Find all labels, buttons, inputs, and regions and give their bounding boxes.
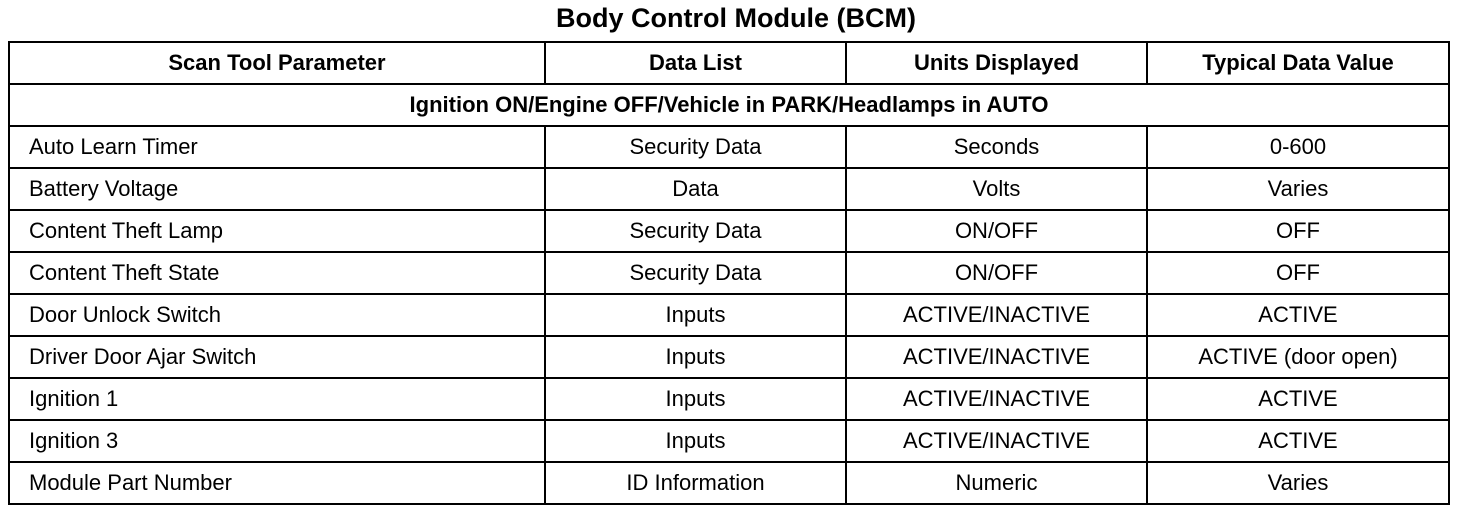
typical-value-cell: ACTIVE (door open) xyxy=(1147,336,1449,378)
parameter-cell: Module Part Number xyxy=(9,462,545,504)
typical-value-cell: Varies xyxy=(1147,168,1449,210)
parameter-cell: Ignition 1 xyxy=(9,378,545,420)
parameter-cell: Driver Door Ajar Switch xyxy=(9,336,545,378)
typical-value-cell: Varies xyxy=(1147,462,1449,504)
data-list-cell: Inputs xyxy=(545,420,846,462)
header-scan-tool-parameter: Scan Tool Parameter xyxy=(9,42,545,84)
header-typical-data-value: Typical Data Value xyxy=(1147,42,1449,84)
units-cell: ACTIVE/INACTIVE xyxy=(846,336,1147,378)
units-cell: ACTIVE/INACTIVE xyxy=(846,420,1147,462)
table-row xyxy=(9,126,1449,168)
condition-row xyxy=(9,84,1449,126)
typical-value-cell: ACTIVE xyxy=(1147,420,1449,462)
data-list-cell: Data xyxy=(545,168,846,210)
header-data-list: Data List xyxy=(545,42,846,84)
parameter-cell: Ignition 3 xyxy=(9,420,545,462)
data-list-cell: Inputs xyxy=(545,378,846,420)
table-row xyxy=(9,252,1449,294)
header-units-displayed: Units Displayed xyxy=(846,42,1147,84)
data-list-cell: Inputs xyxy=(545,336,846,378)
data-list-cell: Security Data xyxy=(545,210,846,252)
units-cell: Volts xyxy=(846,168,1147,210)
parameter-cell: Auto Learn Timer xyxy=(9,126,545,168)
data-list-cell: Security Data xyxy=(545,126,846,168)
parameter-cell: Door Unlock Switch xyxy=(9,294,545,336)
units-cell: Numeric xyxy=(846,462,1147,504)
typical-value-cell: 0-600 xyxy=(1147,126,1449,168)
typical-value-cell: OFF xyxy=(1147,252,1449,294)
typical-value-cell: ACTIVE xyxy=(1147,294,1449,336)
condition-label: Ignition ON/Engine OFF/Vehicle in PARK/Headlamps in AUTO xyxy=(9,84,1449,126)
data-list-cell: Security Data xyxy=(545,252,846,294)
bcm-data-table xyxy=(8,41,1450,505)
parameter-cell: Content Theft State xyxy=(9,252,545,294)
table-row xyxy=(9,462,1449,504)
units-cell: ON/OFF xyxy=(846,252,1147,294)
table-row xyxy=(9,210,1449,252)
typical-value-cell: ACTIVE xyxy=(1147,378,1449,420)
data-list-cell: Inputs xyxy=(545,294,846,336)
table-row xyxy=(9,420,1449,462)
table-row xyxy=(9,336,1449,378)
data-list-cell: ID Information xyxy=(545,462,846,504)
table-row xyxy=(9,378,1449,420)
parameter-cell: Content Theft Lamp xyxy=(9,210,545,252)
table-row xyxy=(9,294,1449,336)
page-title: Body Control Module (BCM) xyxy=(556,3,916,33)
parameter-cell: Battery Voltage xyxy=(9,168,545,210)
units-cell: ACTIVE/INACTIVE xyxy=(846,294,1147,336)
units-cell: ON/OFF xyxy=(846,210,1147,252)
table-header-row xyxy=(9,42,1449,84)
units-cell: ACTIVE/INACTIVE xyxy=(846,378,1147,420)
typical-value-cell: OFF xyxy=(1147,210,1449,252)
table-row xyxy=(9,168,1449,210)
units-cell: Seconds xyxy=(846,126,1147,168)
